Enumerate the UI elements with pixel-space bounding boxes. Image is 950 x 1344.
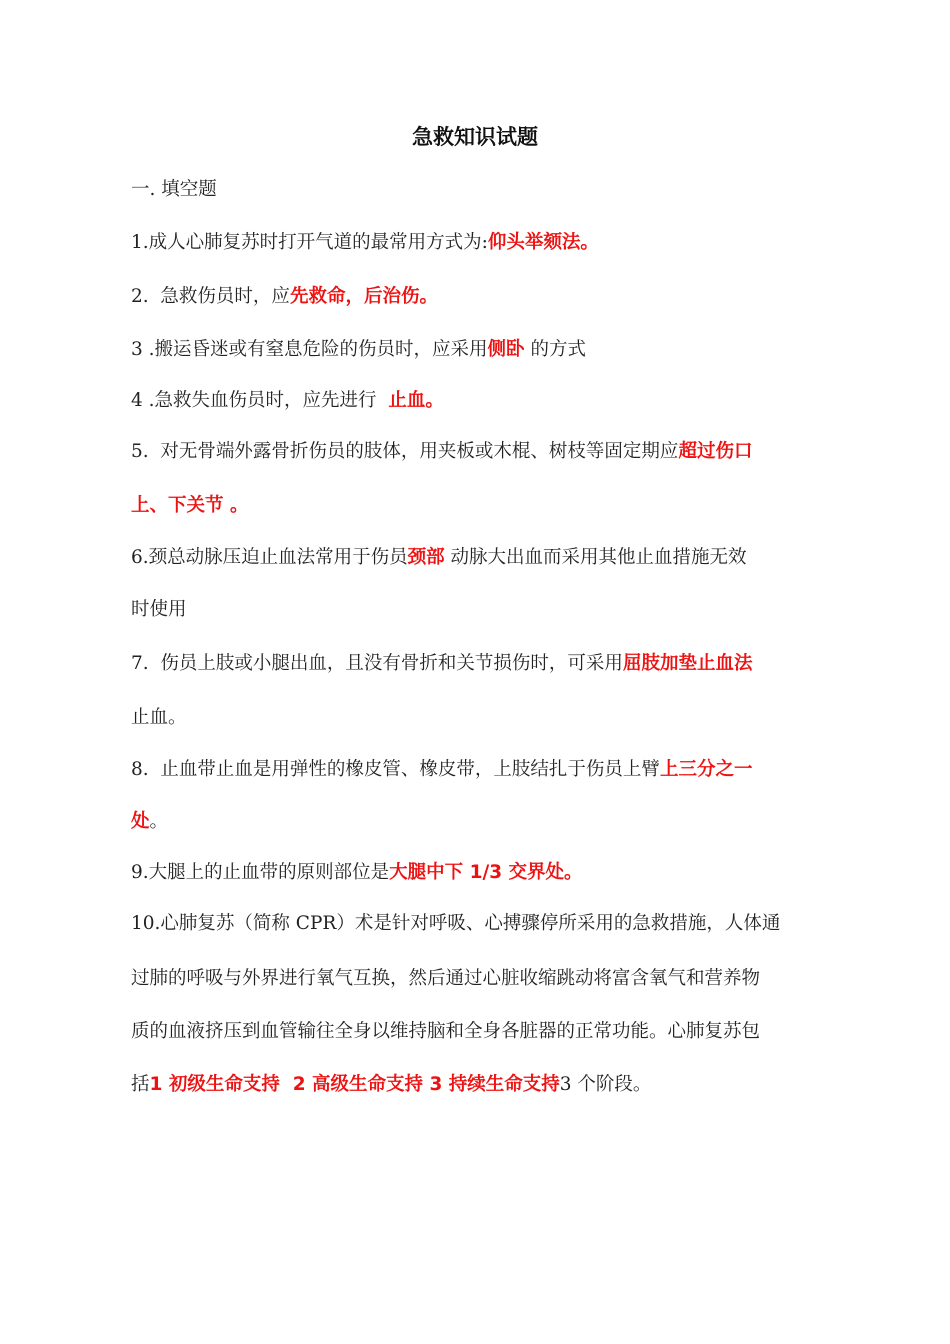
- question-1-answer: 仰头举颏法。: [487, 232, 599, 253]
- question-8-continued: [131, 808, 843, 836]
- question-7-continued: 止血。: [131, 707, 187, 728]
- section-heading: 一. 填空题: [131, 179, 217, 200]
- question-4-text: 4 .急救失血伤员时，应先进行: [131, 390, 377, 411]
- question-3-text-after: 的方式: [524, 339, 586, 360]
- question-6-answer: 颈部: [407, 547, 445, 568]
- question-5-continued: [131, 492, 843, 520]
- question-10-line-4: [131, 1071, 843, 1099]
- question-8-answer-part2: 处: [131, 811, 150, 832]
- question-4-answer: 止血。: [388, 390, 444, 411]
- question-3-answer: 侧卧: [487, 339, 525, 360]
- question-8-number: 8.: [131, 759, 149, 780]
- question-3-text: 3 .搬运昏迷或有窒息危险的伤员时，应采用: [131, 339, 488, 360]
- question-9-text: 9.大腿上的止血带的原则部位是: [131, 862, 390, 883]
- question-7-answer: 屈肢加垫止血法: [622, 653, 753, 674]
- question-8-text: 止血带止血是用弹性的橡皮管、橡皮带，上肢结扎于伤员上臂: [160, 759, 660, 780]
- question-10-text-after: 3 个阶段。: [559, 1074, 652, 1095]
- question-6-text: 6.颈总动脉压迫止血法常用于伤员: [131, 547, 408, 568]
- question-8-text-after: 。: [149, 811, 169, 832]
- question-2: [131, 283, 843, 311]
- question-5: [131, 438, 843, 466]
- question-5-answer-part2: 上、下关节 。: [131, 495, 249, 516]
- question-5-answer-part1: 超过伤口: [678, 441, 753, 462]
- question-8: [131, 756, 843, 784]
- question-5-number: 5.: [131, 441, 149, 462]
- question-2-number: 2.: [131, 286, 149, 307]
- question-6-text-after: 动脉大出血而采用其他止血措施无效: [444, 547, 747, 568]
- question-10-line-1: 10.心肺复苏（简称 CPR）术是针对呼吸、心搏骤停所采用的急救措施，人体通: [131, 913, 781, 934]
- question-10-answer: 1 初级生命支持 2 高级生命支持 3 持续生命支持: [149, 1074, 560, 1095]
- question-9: [131, 859, 843, 887]
- question-10-line-2: 过肺的呼吸与外界进行氧气互换，然后通过心脏收缩跳动将富含氧气和营养物: [131, 968, 761, 989]
- document-title: 急救知识试题: [412, 125, 538, 149]
- question-6-continued: 时使用: [131, 599, 187, 620]
- question-2-text: 急救伤员时，应: [160, 286, 290, 307]
- question-3: [131, 336, 843, 364]
- question-6: [131, 544, 843, 572]
- question-10-text-before: 括: [131, 1074, 150, 1095]
- question-7-text: 伤员上肢或小腿出血，且没有骨折和关节损伤时，可采用: [160, 653, 623, 674]
- question-9-answer: 大腿中下 1/3 交界处。: [389, 862, 583, 883]
- question-1-text: 1.成人心肺复苏时打开气道的最常用方式为:: [131, 232, 488, 253]
- question-2-answer: 先救命，后治伤。: [289, 286, 438, 307]
- question-7: [131, 650, 843, 678]
- question-1: [131, 229, 843, 257]
- question-8-answer-part1: 上三分之一: [659, 759, 753, 780]
- question-7-number: 7.: [131, 653, 149, 674]
- question-4: [131, 387, 843, 415]
- question-5-text: 对无骨端外露骨折伤员的肢体，用夹板或木棍、树枝等固定期应: [160, 441, 679, 462]
- question-10-line-3: 质的血液挤压到血管输往全身以维持脑和全身各脏器的正常功能。心肺复苏包: [131, 1021, 761, 1042]
